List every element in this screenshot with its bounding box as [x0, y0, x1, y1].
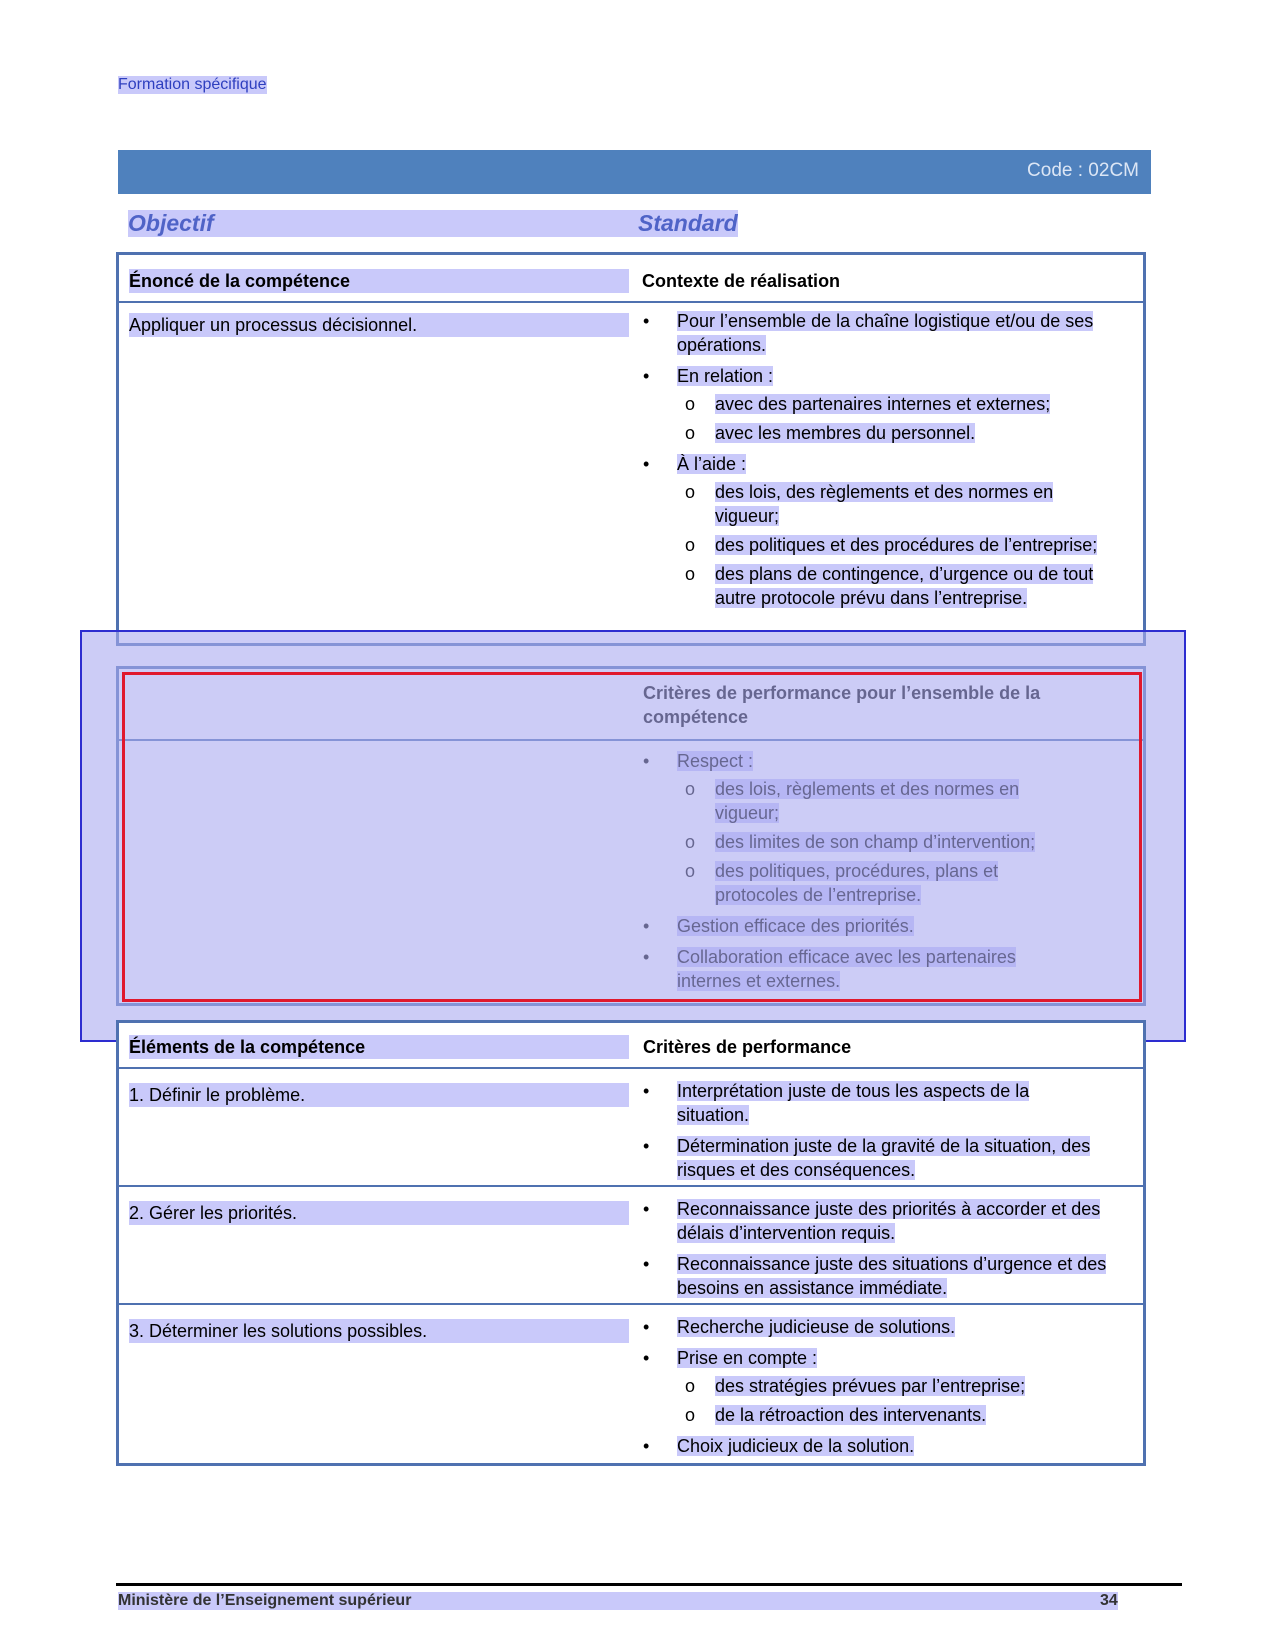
sub-list-item — [643, 392, 1113, 416]
element-criteria-list — [643, 1079, 1103, 1189]
sub-bullet-icon: o — [685, 394, 696, 414]
list-item — [643, 1252, 1113, 1300]
code-bar — [118, 150, 1151, 194]
list-item — [643, 309, 1113, 357]
sub-list-item-text: avec les membres du personnel. — [715, 423, 976, 443]
sub-list-item — [643, 480, 1113, 528]
element-label: 2. Gérer les priorités. — [129, 1201, 629, 1225]
list-item — [643, 1134, 1103, 1182]
list-item-text: Recherche judicieuse de solutions. — [677, 1317, 956, 1337]
list-item — [643, 1346, 1103, 1427]
document-header: Formation spécifique — [118, 76, 267, 93]
footer-rule — [116, 1583, 1182, 1586]
sub-list-item-text: de la rétroaction des intervenants. — [715, 1405, 987, 1425]
table-header-row — [119, 255, 1143, 303]
list-item-text: Reconnaissance juste des priorités à accorder et des délais d’intervention requis. — [677, 1199, 1101, 1243]
sub-bullet-icon: o — [685, 535, 696, 555]
sub-list — [677, 1374, 1103, 1427]
element-label: 1. Définir le problème. — [129, 1083, 629, 1107]
list-item — [643, 1197, 1113, 1245]
list-item — [643, 1079, 1103, 1127]
sub-list-item — [643, 421, 1113, 445]
list-item-text: Reconnaissance juste des situations d’urgence et des besoins en assistance immédiate. — [677, 1254, 1107, 1298]
context-header: Contexte de réalisation — [642, 271, 841, 291]
sub-bullet-icon: o — [685, 564, 696, 584]
list-item-text: Choix judicieux de la solution. — [677, 1436, 915, 1456]
bullet-icon: • — [643, 1199, 650, 1219]
objectif-heading: Objectif — [128, 210, 738, 237]
page-number: 34 — [1100, 1592, 1118, 1609]
sub-bullet-icon: o — [685, 423, 696, 443]
list-item-text: À l’aide : — [677, 454, 747, 474]
list-item — [643, 452, 1113, 610]
list-item-text: Détermination juste de la gravité de la situation, des risques et des conséquences. — [677, 1136, 1091, 1180]
elements-header: Éléments de la compétence — [129, 1035, 629, 1059]
bullet-icon: • — [643, 1348, 650, 1368]
table-row — [119, 1069, 1143, 1187]
sub-list-item — [643, 1403, 1103, 1427]
competency-statement-table — [116, 252, 1146, 646]
sub-list-item-text: des politiques et des procédures de l’entreprise; — [715, 535, 1098, 555]
bullet-icon: • — [643, 454, 650, 474]
sub-list-item-text: des plans de contingence, d’urgence ou de tout autre protocole prévu dans l’entreprise. — [715, 564, 1094, 608]
list-item-text: Interprétation juste de tous les aspects de la situation. — [677, 1081, 1030, 1125]
context-list — [643, 309, 1113, 617]
bullet-icon: • — [643, 1317, 650, 1337]
table-row — [119, 303, 1143, 643]
bullet-icon: • — [643, 311, 650, 331]
standard-heading: Standard — [638, 210, 738, 236]
element-criteria-list — [643, 1315, 1103, 1465]
list-item-text: Pour l’ensemble de la chaîne logistique et/ou de ses opérations. — [677, 311, 1094, 355]
table-header-row — [119, 1023, 1143, 1069]
statement-header: Énoncé de la compétence — [129, 269, 629, 293]
sub-bullet-icon: o — [685, 1376, 696, 1396]
footer-ministry: Ministère de l’Enseignement supérieur — [118, 1592, 1118, 1610]
competency-statement: Appliquer un processus décisionnel. — [129, 313, 629, 337]
list-item — [643, 364, 1113, 445]
bullet-icon: • — [643, 1081, 650, 1101]
bullet-icon: • — [643, 366, 650, 386]
elements-table — [116, 1020, 1146, 1466]
sub-bullet-icon: o — [685, 1405, 696, 1425]
bullet-icon: • — [643, 1436, 650, 1456]
sub-list-item-text: avec des partenaires internes et externes; — [715, 394, 1051, 414]
bullet-icon: • — [643, 1136, 650, 1156]
sub-list — [677, 480, 1113, 610]
list-item-text: En relation : — [677, 366, 774, 386]
sub-list-item-text: des lois, des règlements et des normes en vigueur; — [715, 482, 1054, 526]
sub-list-item — [643, 533, 1113, 557]
list-item-text: Prise en compte : — [677, 1348, 818, 1368]
table-row — [119, 1187, 1143, 1305]
element-label: 3. Déterminer les solutions possibles. — [129, 1319, 629, 1343]
competency-code: Code : 02CM — [1027, 160, 1139, 181]
table-row — [119, 1305, 1143, 1463]
bullet-icon: • — [643, 1254, 650, 1274]
sub-list-item — [643, 562, 1113, 610]
criteria-header: Critères de performance — [643, 1037, 852, 1057]
highlight-frame — [122, 672, 1142, 1002]
list-item — [643, 1315, 1103, 1339]
element-criteria-list — [643, 1197, 1113, 1307]
list-item — [643, 1434, 1103, 1458]
sub-list-item-text: des stratégies prévues par l’entreprise; — [715, 1376, 1026, 1396]
sub-bullet-icon: o — [685, 482, 696, 502]
sub-list — [677, 392, 1113, 445]
sub-list-item — [643, 1374, 1103, 1398]
